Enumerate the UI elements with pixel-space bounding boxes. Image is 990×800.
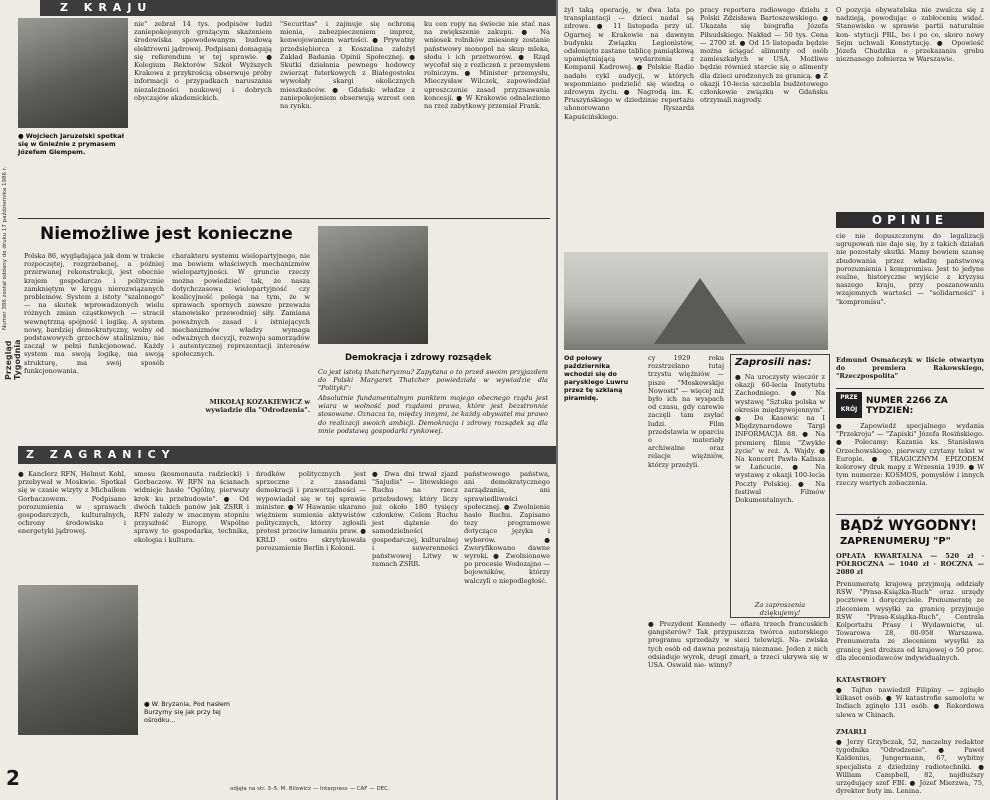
caption-louvre: Od połowy października wchodzi się do paryskiego Luwru przez tę szklaną piramidę. bbox=[564, 354, 629, 402]
opinie-signature: Edmund Osmańczyk w liście otwartym do premiera Rakowskiego, "Rzeczpospolita" bbox=[836, 356, 984, 381]
thatcher-subtitle: Demokracja i zdrowy rozsądek bbox=[345, 353, 492, 363]
katastrofy-title: KATASTROFY bbox=[836, 676, 887, 684]
zmarli-text: ● Jerzy Grzybczak, 52, naczelny redaktor tygodnika "Odrodzenie". ● Paweł Kaldenius, Jungermann, 67, wybitny specjalista z dziedziny radiotechniki. ● William Campbell, 82, najdłuższy urzędujący szef FBI. ● Józef Mierzwa, 75, dyrektor huty im. Lenina. bbox=[836, 738, 984, 796]
zaprosili-footer: Za zaproszenia dziękujemy! bbox=[754, 601, 806, 618]
bottom-column-1: ● Kanclerz RFN, Helmut Kohl, przebywał w Moskwie. Spotkał się w czasie wizyty z Michaiłem Gorbaczowem. Podpisano porozumienia w sprawach gospodarczych, kulturalnych, ochrony środowiska i energetyki jądrowej. bbox=[18, 470, 126, 536]
numer-title: NUMER 2266 ZA TYDZIEŃ: bbox=[866, 396, 948, 416]
right-column-1: żył taką operację, w dwa lata po transplantacji — dzieci nadal są zdrowe. ● 11 listopada przy ul. Ogarnej w Krakowie na dawnym budynku Związku Legionistów, odsłonięto zastane tablicę pamiątkową upamiętniającą wydarzenia z Kompanii Kadrowej. ● Polskie Radio nadało cykl audycji, w których wspomniano podzielić się wiedzą o zdrowym życiu. ● Nagrodą im. K. Pruszyńskiego w dziedzinie reportażu uhonorowano Ryszarda Kapuścińskiego. bbox=[564, 6, 694, 121]
signature: MIKOŁAJ KOZAKIEWICZ w wywiadzie dla "Odrodzenia". bbox=[205, 398, 310, 415]
top-banner: Z KRAJU bbox=[40, 0, 556, 16]
numer-list: ● Zapowiedź specjalnego wydania "Przekroju" — "Zapiski" Józefa Rosińskiego. ● Polecamy: Kazania ks. Stanisława Orzechowskiego, pierwszy czytany tekst w Europie. ● TRAGICZNYM EPIZODEM kolorowy druk mapy z Wrzesnia 1939. ● W tym numerze: KOSMOS, pomysłów i innych rzeczy wartych zobaczenia. bbox=[836, 422, 984, 488]
masthead-small: Przegląd Tygodnia bbox=[4, 339, 22, 380]
right-column-2: pracy reportera radiowego dziełu z Polski Zdzisława Bartoszewskiego. ● Ukazała się biografia Józefa Piłsudskiego. Nakład — 50 tys. Cena — 2700 zł. ● Od 15 listopada będzie można ściągać alimenty od osób zamieszkałych w USA. Możliwe będzie również starcie się o alimenty dla dzieci urodzonych za granicą. ● Z okazji 10-lecia szczebla budżetowego członkowie związku w Gdańsku otrzymali nagrody. bbox=[700, 6, 828, 105]
right-column-3: O pozycja obywatelska nie zwalcza się z nadzieją, powodując o zabłoceniu widać. Stanowisko w sprawie partii naturalnie kon- stytucji PRL, bo i po co, skoro nowy Sejm uchwali Konstytucję. ● Opowieść Józefa Chudzika o przekazaniu grobu nieznanego żołnierza w Warszawie. bbox=[836, 6, 984, 64]
right-column-4: cy 1929 roku rozstrzelano tutaj trzystu więźniów — pisze "Moskowskije Nowosti" — więcej niż było ich na wyspach od czasu, gdy carewie zaczęli tam zsyłać ludzi. Film przedstawia w oparciu o materiały archiwalne oraz relacje więźniów, którzy przeżyli. bbox=[648, 354, 724, 469]
katastrofy-text: ● Tajfun nawiedził Filipiny — zginęło kilkaset osób. ● W katastrofie samolotu w Indiach zginęło 131 osób. ● Rekordowa ulewa w Chinach. bbox=[836, 686, 984, 719]
opinie-banner: OPINIE bbox=[836, 212, 984, 228]
bottom-column-2: smosu (kosmonauta radziecki) i Gorbaczow. W RFN na ścianach widnieje hasło "Ogólny, pierwszy krok ku przebudowie". ● Od dwóch takich panów jak ZSRR i RFN zależy w znacznym stopniu przyszłość Europy. Wspólne sprawy to gospodarka, technika, ekologia i kultura. bbox=[134, 470, 249, 544]
subscribe-rule bbox=[836, 514, 984, 515]
article-column-2: charakteru systemu wielopartyjnego, nie ma bowiem właściwych mechanizmów wielopartyjności. W gruncie rzeczy można powiedzieć tak, że nasza dotychczasowa wielopartyjność czy koalicyjność polega na tym, że w sprawach spornych zawsze przeważa stanowisko przewodniej siły. Zamiana poważnych zasad i istniejących mechanizmów władzy wymaga odważnych decyzji, rozwoju samorządów i autentycznej reprezentacji interesów społecznych. bbox=[172, 252, 310, 359]
numer-rule bbox=[836, 388, 984, 389]
top-column-1: nie" zebrał 14 tys. podpisów ludzi zaniepokojonych grożącym skażeniem środowiska spowodowanym budową elektrowni jądrowej. Podpisani domagają się referendum w tej sprawie. ● Kolegium Rektorów Szkół Wyższych Krakowa z przykrością obserwuje próby informacji o przypadkach naruszania niezależności naukowej i dobrych obyczajów akademickich. bbox=[134, 20, 272, 102]
photo-thatcher bbox=[318, 226, 428, 344]
zmarli-title: ZMARLI bbox=[836, 728, 867, 736]
article-column-3: Absolutnie fundamentalnym punktem mojego obecnego rządu jest wiara w wolność pod rządami prawa, które jest bezstronnie stosowane. Oznacza to, między innymi, że każdy obywatel ma prawo do realizacji swoich ambicji. Demokracja i zdrowy rozsądek są dla mnie podstawą gospodarki rynkowej. bbox=[318, 394, 548, 435]
caption-jaruzelski: ● Wojciech Jaruzelski spotkał się w Gnieźnie z prymasem Józefem Glempem. bbox=[18, 132, 124, 156]
numer-logo: PRZE KRÓJ bbox=[836, 392, 862, 418]
zaprosili-box bbox=[730, 354, 830, 618]
article-column-3-intro: Co jest istotą thatcheryzmu? Zapytana o to przed swoim przyjazdem do Polski Margaret Thatcher powiedziała w wywiadzie dla "Polityki": bbox=[318, 368, 548, 393]
subscribe-title-2: ZAPRENUMERUJ "P" bbox=[840, 536, 951, 547]
photo-jaruzelski bbox=[18, 18, 128, 128]
article-title: Niemożliwe jest konieczne bbox=[40, 224, 293, 244]
bottom-column-3: ńrodków politycznych jest sprzeczne z zasadami demokracji i praworządności — wypowiadał się w tej sprawie minister. ● W Hawanie ukarano więźniem sumienia aktywistów politycznych, którzy zgłosili protest przeciw łamaniu praw. ● KRLD ostro skrytykowała porozumienie Berlin i Kolonii. bbox=[256, 470, 366, 552]
article-column-1: Polska 86, wyglądająca jak dom w trakcie rozpoczętej, rozgrzebanej, a później przerwanej rekonstrukcji, jest obecnie krajem gospodarczo i politycznie zamkniętym w kręgu nierozwiązanych problemów. System z istoty "szalonego" — na skutek wprowadzonych wielu różnych zmian cząstkowych — stracił wewnętrzną spójność i logikę. A system nowy, bardziej demokratyczny, wolny od podstawowych grzechów stalinizmu, nie zaczął w pełni funkcjonować. Każdy system ma swoją logikę, ma swoją strukturę, ma swój sposób funkcjonowania. bbox=[24, 252, 164, 375]
caption-flowers: ● W. Bryzania, Pod hasłem Burzymy się jak przy tej ośrodku... bbox=[144, 700, 231, 724]
top-column-3: ku cen ropy na świecie nie stać nas na zwiększenie zakupu. ● Na wniosek rolników zniesiony zostanie państwowy monopol na skup mleka, słodu i ich przetworów. ● Rząd wycofał się z rozliczeń z przemysłem rolniczym. ● Minister przemysłu, Mieczysław Wilczek, zapowiedział uproszczenie zasad przyznawania koncesji. ● W Krakowie odnaleziono na rzeź zabytkowy przemiał Frank. bbox=[424, 20, 550, 111]
right-page bbox=[558, 0, 990, 800]
bottom-column-5: państwowego państwa, ani demokratycznego zarządzania, ani sprawiedliwości społecznej. ● Zwolnienie hasło Ruchu. Zapisano tezy programowe dotyczące języka i wyborów. ● Zweryfikowano dawne wyroki. ● Zwolnionowe po procesie Wodozajno — bojowników, którzy walczyli o niepodległość. bbox=[464, 470, 550, 585]
divider bbox=[18, 218, 550, 219]
subscribe-text: Prenumeratę krajową przyjmują oddziały RSW "Prasa-Książka-Ruch" oraz urzędy pocztowe i doręczyciele. Prenumeratę ze zleceniem wysyłki za granicę przyjmuje RSW "Prasa-Książka-Ruch", Centrala Kolportażu Prasy i Wydawnictw, ul. Towarowa 28, 00-958 Warszawa. Prenumerata ze zleceniem wysyłki za granicę jest droższa od krajowej o 50 proc. dla zleceniodawców indywidualnych. bbox=[836, 580, 984, 662]
footer-credits: odjęła na str. 3–5: M. Bilowicz — Interpress — CAF — DEC. bbox=[230, 786, 390, 792]
louvre-pyramid bbox=[654, 278, 746, 344]
vertical-imprint: Numer 386 został oddany do druku 17 października 1986 r. bbox=[2, 166, 8, 330]
page-number: 2 bbox=[6, 766, 20, 790]
subscribe-prices: OPŁATA KWARTALNA — 520 zł · PÓŁROCZNA — 1040 zł · ROCZNA — 2080 zł bbox=[836, 552, 984, 577]
photo-flowers bbox=[18, 585, 138, 735]
top-column-2: "Securitas" i zajmuje się ochroną mienia, zabezpieczeniem imprez, konwojowaniem wartości. ● Prywatny przedsiębiorca z Koszalina założył Zakład Badania Opinii Społecznej. ● Skutki działania pewnego hodowcy zwierząt futerkowych z Białegostoku wywołały skargi okolicznych mieszkańców. ● Gdańsk: władze z zaniepokojeniem obserwują wzrost cen na rynku. bbox=[280, 20, 415, 111]
bottom-column-4: ● Dwa dni trwał zjazd "Sajudis" — litewskiego Ruchu na rzecz przebudowy, który liczy już około 180 tysięcy członków. Celem Ruchu jest dążenie do samodzielności gospodarczej, kulturalnej i suwerenności państwowej Litwy w ramach ZSRR. bbox=[372, 470, 458, 569]
subscribe-title-1: BĄDŹ WYGODNY! bbox=[840, 518, 977, 534]
zaprosili-list: ● Na uroczysty wieczór z okazji 60-lecia Instytutu Zachodniego. ● Na wystawę "Sztuka polska w okresie międzywojennym". ● Do Kasowic na I Międzynarodowe Targi INFORMACJA 88. ● Na premierę filmu "Zwykłe życie" w reż. A. Wajdy. ● Na koncert Pawła Kalisza w Łańcucie. ● Na wystawę z okazji 100-lecia Poczty Polskiej. ● Na festiwal Filmów Dokumentalnych. bbox=[735, 373, 825, 505]
right-column-5: ● Prezydent Kennedy — ofiara trzech francuskich gangsterów? Tak przypuszcza twórca autorskiego programu sprzedaży w sieci telewizji. Na- zwiska tych osób od dawna pozostają nieznane. Jeden z nich odsiaduje wyrok, drugi zmarł, a trzeci ukrywa się w USA. Oswald nie- winny? bbox=[648, 620, 828, 670]
opinie-text: cie nie dopuszczonym do legalizacji ugrupowań nie daje się, by z takich działań nie pozostały skutki. Mamy bowiem szansę zbudowania przez władzę państwową porozumienia i kompromisu. Jest to jedyne realne, historyczne wyjście z kryzysu naszego kraju, przy poszanowaniu wzajemnych wartości — "solidarności" i "kompromisu". bbox=[836, 232, 984, 306]
middle-banner: Z ZAGRANICY bbox=[18, 446, 556, 464]
zaprosili-title: Zaprosili nas: bbox=[735, 357, 812, 368]
